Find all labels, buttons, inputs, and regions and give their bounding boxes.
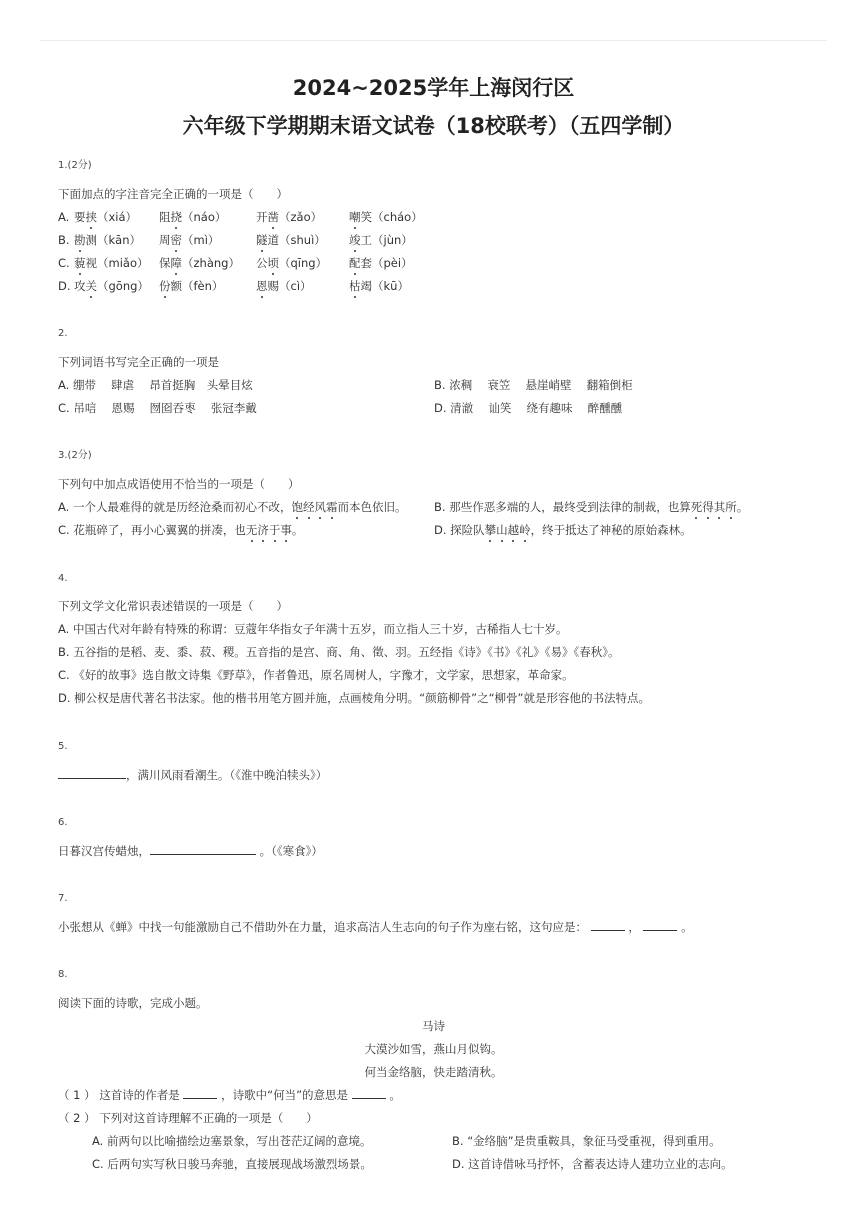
question-3-option-b[interactable] xyxy=(434,499,748,515)
word-part: 额（fèn） xyxy=(170,279,224,293)
dotted-char: 关 xyxy=(85,279,97,293)
word-part: 阻 xyxy=(159,210,171,224)
question-number xyxy=(58,158,92,174)
word-part: 工（jùn） xyxy=(360,233,413,247)
answer-blank[interactable] xyxy=(591,920,625,931)
exam-title-line-1: 2024~2025学年上海闵行区 xyxy=(292,76,575,100)
word-part: 公 xyxy=(256,256,268,270)
pinyin-item xyxy=(159,232,219,248)
pinyin-item xyxy=(349,255,413,271)
word-part: （náo） xyxy=(182,210,227,224)
question-1-option-b-label[interactable]: B. xyxy=(58,233,70,247)
question-1-stem: 下面加点的字注音完全正确的一项是（ ） xyxy=(58,187,288,201)
option-text: 。 xyxy=(736,500,749,514)
word-part: 视（miǎo） xyxy=(85,256,149,270)
option-text: 清澈 讪笑 绕有趣味 醉醺醺 xyxy=(450,401,623,415)
question-4-option-b[interactable] xyxy=(58,644,619,660)
question-2-option-b[interactable] xyxy=(434,377,633,393)
pinyin-item xyxy=(159,278,223,294)
pinyin-item xyxy=(349,232,413,248)
option-label: B. xyxy=(434,500,446,514)
question-8-option-c[interactable] xyxy=(92,1156,372,1172)
word-part: 笑（cháo） xyxy=(360,210,423,224)
dotted-char: 其 xyxy=(713,500,726,514)
option-label: A. xyxy=(92,1134,104,1148)
sub-question-text: ，诗歌中“何当”的意思是 xyxy=(221,1088,349,1102)
word-part: （qīng） xyxy=(279,256,328,270)
option-label: A. xyxy=(58,378,70,392)
pinyin-item xyxy=(349,209,423,225)
option-text: 《好的故事》选自散文诗集《野草》，作者鲁迅，原名周树人，字豫才，文学家，思想家，革命家。 xyxy=(73,668,574,682)
pinyin-item xyxy=(256,209,322,225)
question-2-option-d[interactable] xyxy=(434,400,622,416)
question-7-number: 7. xyxy=(58,893,68,904)
sub-question-label: （ 2 ） xyxy=(58,1111,96,1125)
question-1-score: (2分) xyxy=(67,160,92,171)
word-part: 保 xyxy=(159,256,171,270)
question-6-line xyxy=(58,843,323,859)
pinyin-item xyxy=(74,232,141,248)
dotted-char: 嘲 xyxy=(349,210,361,224)
dotted-char: 份 xyxy=(159,279,171,293)
dotted-char: 所 xyxy=(725,500,737,514)
word-part: 要 xyxy=(74,210,86,224)
word-part: （zhàng） xyxy=(182,256,240,270)
question-2-number: 2. xyxy=(58,328,68,339)
dotted-char: 恩 xyxy=(256,279,268,293)
question-3-option-a[interactable] xyxy=(58,499,406,515)
poem-line-1: 大漠沙如雪，燕山月似钩。 xyxy=(364,1042,503,1056)
option-label: A. xyxy=(58,622,70,636)
answer-blank[interactable] xyxy=(150,844,256,855)
dotted-idiom xyxy=(246,523,292,537)
word-part: 赐（cì） xyxy=(267,279,312,293)
question-1-option-d-label[interactable]: D. xyxy=(58,279,71,293)
word-part: 测（kān） xyxy=(85,233,141,247)
question-4-stem: 下列文学文化常识表述错误的一项是（ ） xyxy=(58,599,288,613)
dotted-char: 饱 xyxy=(291,500,303,514)
word-part: （xiá） xyxy=(97,210,138,224)
word-part: （zǎo） xyxy=(279,210,323,224)
answer-blank[interactable] xyxy=(352,1088,386,1099)
question-4-option-a[interactable] xyxy=(58,621,567,637)
dotted-char: 风 xyxy=(314,500,326,514)
pinyin-item xyxy=(159,209,226,225)
option-label: C. xyxy=(92,1157,104,1171)
sub-question-label: （ 1 ） xyxy=(58,1088,96,1102)
sub-question-text: 这首诗的作者是 xyxy=(99,1088,180,1102)
dotted-char: 济 xyxy=(257,523,269,537)
question-8-number: 8. xyxy=(58,969,68,980)
dotted-char: 越 xyxy=(507,523,520,537)
question-8-stem: 阅读下面的诗歌，完成小题。 xyxy=(58,996,208,1010)
option-label: C. xyxy=(58,401,70,415)
dotted-char: 勘 xyxy=(74,233,86,247)
question-6-number: 6. xyxy=(58,817,68,828)
question-2-stem: 下列词语书写完全正确的一项是 xyxy=(58,355,219,369)
option-label: C. xyxy=(58,523,70,537)
question-8-option-a[interactable] xyxy=(92,1133,371,1149)
dotted-char: 经 xyxy=(302,500,315,514)
answer-blank[interactable] xyxy=(183,1088,217,1099)
option-text: 浓稠 衰笠 悬崖峭壁 翻箱倒柜 xyxy=(449,378,633,392)
option-label: D. xyxy=(58,691,71,705)
option-label: D. xyxy=(434,401,447,415)
dotted-char: 障 xyxy=(170,256,182,270)
question-8-sub-2 xyxy=(58,1110,318,1126)
question-1-number: 1. xyxy=(58,160,68,171)
option-label: B. xyxy=(434,378,446,392)
page-top-divider xyxy=(40,40,827,41)
option-text: 后两句实写秋日骏马奔驰，直接展现战场激烈场景。 xyxy=(107,1157,372,1171)
question-3-score: (2分) xyxy=(67,450,92,461)
option-text: 这首诗借咏马抒怀，含蓄表达诗人建功立业的志向。 xyxy=(468,1157,733,1171)
option-text: “金络脑”是贵重鞍具，象征马受重视，得到重用。 xyxy=(467,1134,721,1148)
option-label: A. xyxy=(58,500,70,514)
dotted-idiom xyxy=(691,500,737,514)
option-text: 。 xyxy=(291,523,304,537)
dotted-char: 事 xyxy=(280,523,292,537)
option-text: 花瓶碎了，再小心翼翼的拼凑，也 xyxy=(73,523,246,537)
question-7-text: 小张想从《蝉》中找一句能激励自己不借助外在力量，追求高洁人生志向的句子作为座右铭，这句应是： xyxy=(58,920,587,934)
question-4-option-c[interactable] xyxy=(58,667,574,683)
sub-question-text: 下列对这首诗理解不正确的一项是（ ） xyxy=(99,1111,318,1125)
option-label: B. xyxy=(58,645,70,659)
dotted-char: 霜 xyxy=(325,500,338,514)
option-text: 绷带 肆虐 昂首挺胸 头晕目炫 xyxy=(72,378,253,392)
question-1-option-a-label[interactable]: A. xyxy=(58,210,70,224)
question-3-number: 3. xyxy=(58,450,68,461)
word-part: 道（shuì） xyxy=(267,233,326,247)
answer-blank[interactable] xyxy=(58,768,126,779)
word-part: 套（pèi） xyxy=(360,256,413,270)
question-6-source: 。（《寒食》） xyxy=(259,844,323,858)
option-text: 一个人最难得的就是历经沧桑而初心不改， xyxy=(72,500,292,514)
poem-title: 马诗 xyxy=(422,1019,445,1033)
question-4-number: 4. xyxy=(58,573,68,584)
question-5-text: ，满川风雨看潮生。（《淮中晚泊犊头》） xyxy=(126,768,328,782)
dotted-char: 藐 xyxy=(74,256,86,270)
option-label: C. xyxy=(58,668,70,682)
question-1-option-c-label[interactable]: C. xyxy=(58,256,70,270)
question-5-line xyxy=(58,767,327,783)
word-part: （gōng） xyxy=(97,279,149,293)
pinyin-item xyxy=(349,278,409,294)
dotted-char: 顷 xyxy=(267,256,279,270)
question-4-option-d[interactable] xyxy=(58,690,650,706)
question-3-option-d[interactable] xyxy=(434,522,692,538)
dotted-char: 挠 xyxy=(170,210,182,224)
option-text: ，终于抵达了神秘的原始森林。 xyxy=(530,523,692,537)
dotted-char: 密 xyxy=(170,233,182,247)
question-3-stem: 下列句中加点成语使用不恰当的一项是（ ） xyxy=(58,477,300,491)
dotted-char: 隧 xyxy=(256,233,268,247)
pinyin-item xyxy=(256,255,327,271)
question-7-line xyxy=(58,919,693,935)
option-text: 前两句以比喻描绘边塞景象，写出苍茫辽阔的意境。 xyxy=(106,1134,372,1148)
dotted-char: 凿 xyxy=(267,210,279,224)
dotted-char: 竣 xyxy=(349,233,361,247)
option-text: 而本色依旧。 xyxy=(337,500,407,514)
option-text: 吊唁 恩赐 囫囵吞枣 张冠李戴 xyxy=(73,401,257,415)
dotted-char: 山 xyxy=(496,523,508,537)
question-8-option-d[interactable] xyxy=(452,1156,733,1172)
question-2-option-a[interactable] xyxy=(58,377,253,393)
question-8-sub-1 xyxy=(58,1087,401,1103)
option-text: 中国古代对年龄有特殊的称谓：豆蔻年华指女子年满十五岁，而立指人三十岁，古稀指人七十岁。 xyxy=(72,622,568,636)
dotted-char: 配 xyxy=(349,256,361,270)
dotted-idiom xyxy=(485,523,531,537)
exam-title-line-2: 六年级下学期期末语文试卷（18校联考）（五四学制） xyxy=(182,114,685,138)
pinyin-item xyxy=(256,232,326,248)
period: 。 xyxy=(389,1088,401,1102)
pinyin-item xyxy=(74,278,149,294)
dotted-char: 于 xyxy=(268,523,281,537)
separator: ， xyxy=(628,920,640,934)
question-3-option-c[interactable] xyxy=(58,522,303,538)
option-label: D. xyxy=(452,1157,465,1171)
option-label: D. xyxy=(434,523,447,537)
option-label: B. xyxy=(452,1134,464,1148)
word-part: 竭（kū） xyxy=(360,279,409,293)
question-number xyxy=(58,448,92,464)
question-2-option-c[interactable] xyxy=(58,400,257,416)
dotted-char: 岭 xyxy=(519,523,531,537)
pinyin-item xyxy=(74,255,148,271)
dotted-char: 攀 xyxy=(484,523,497,537)
option-text: 五谷指的是稻、麦、黍、菽、稷。五音指的是宫、商、角、徵、羽。五经指《诗》《书》《礼》《易》《春秋》。 xyxy=(73,645,620,659)
dotted-idiom xyxy=(291,500,337,514)
dotted-char: 挟 xyxy=(85,210,97,224)
dotted-char: 得 xyxy=(702,500,714,514)
word-part: 开 xyxy=(256,210,268,224)
question-8-option-b[interactable] xyxy=(452,1133,721,1149)
pinyin-item xyxy=(74,209,137,225)
option-text: 探险队 xyxy=(450,523,485,537)
word-part: 攻 xyxy=(74,279,86,293)
pinyin-item xyxy=(159,255,240,271)
pinyin-item xyxy=(256,278,312,294)
word-part: （mì） xyxy=(182,233,220,247)
dotted-char: 枯 xyxy=(349,279,361,293)
word-part: 周 xyxy=(159,233,171,247)
question-5-number: 5. xyxy=(58,741,68,752)
option-text: 那些作恶多端的人，最终受到法律的制裁，也算 xyxy=(449,500,691,514)
dotted-char: 无 xyxy=(245,523,258,537)
option-text: 柳公权是唐代著名书法家。他的楷书用笔方圆并施，点画棱角分明。“颜筋柳骨”之“柳骨”就是形容他的书法特点。 xyxy=(74,691,650,705)
period: 。 xyxy=(681,920,693,934)
question-6-text: 日暮汉宫传蜡烛， xyxy=(58,844,150,858)
poem-line-2: 何当金络脑，快走踏清秋。 xyxy=(364,1065,503,1079)
dotted-char: 死 xyxy=(690,500,703,514)
answer-blank[interactable] xyxy=(643,920,677,931)
